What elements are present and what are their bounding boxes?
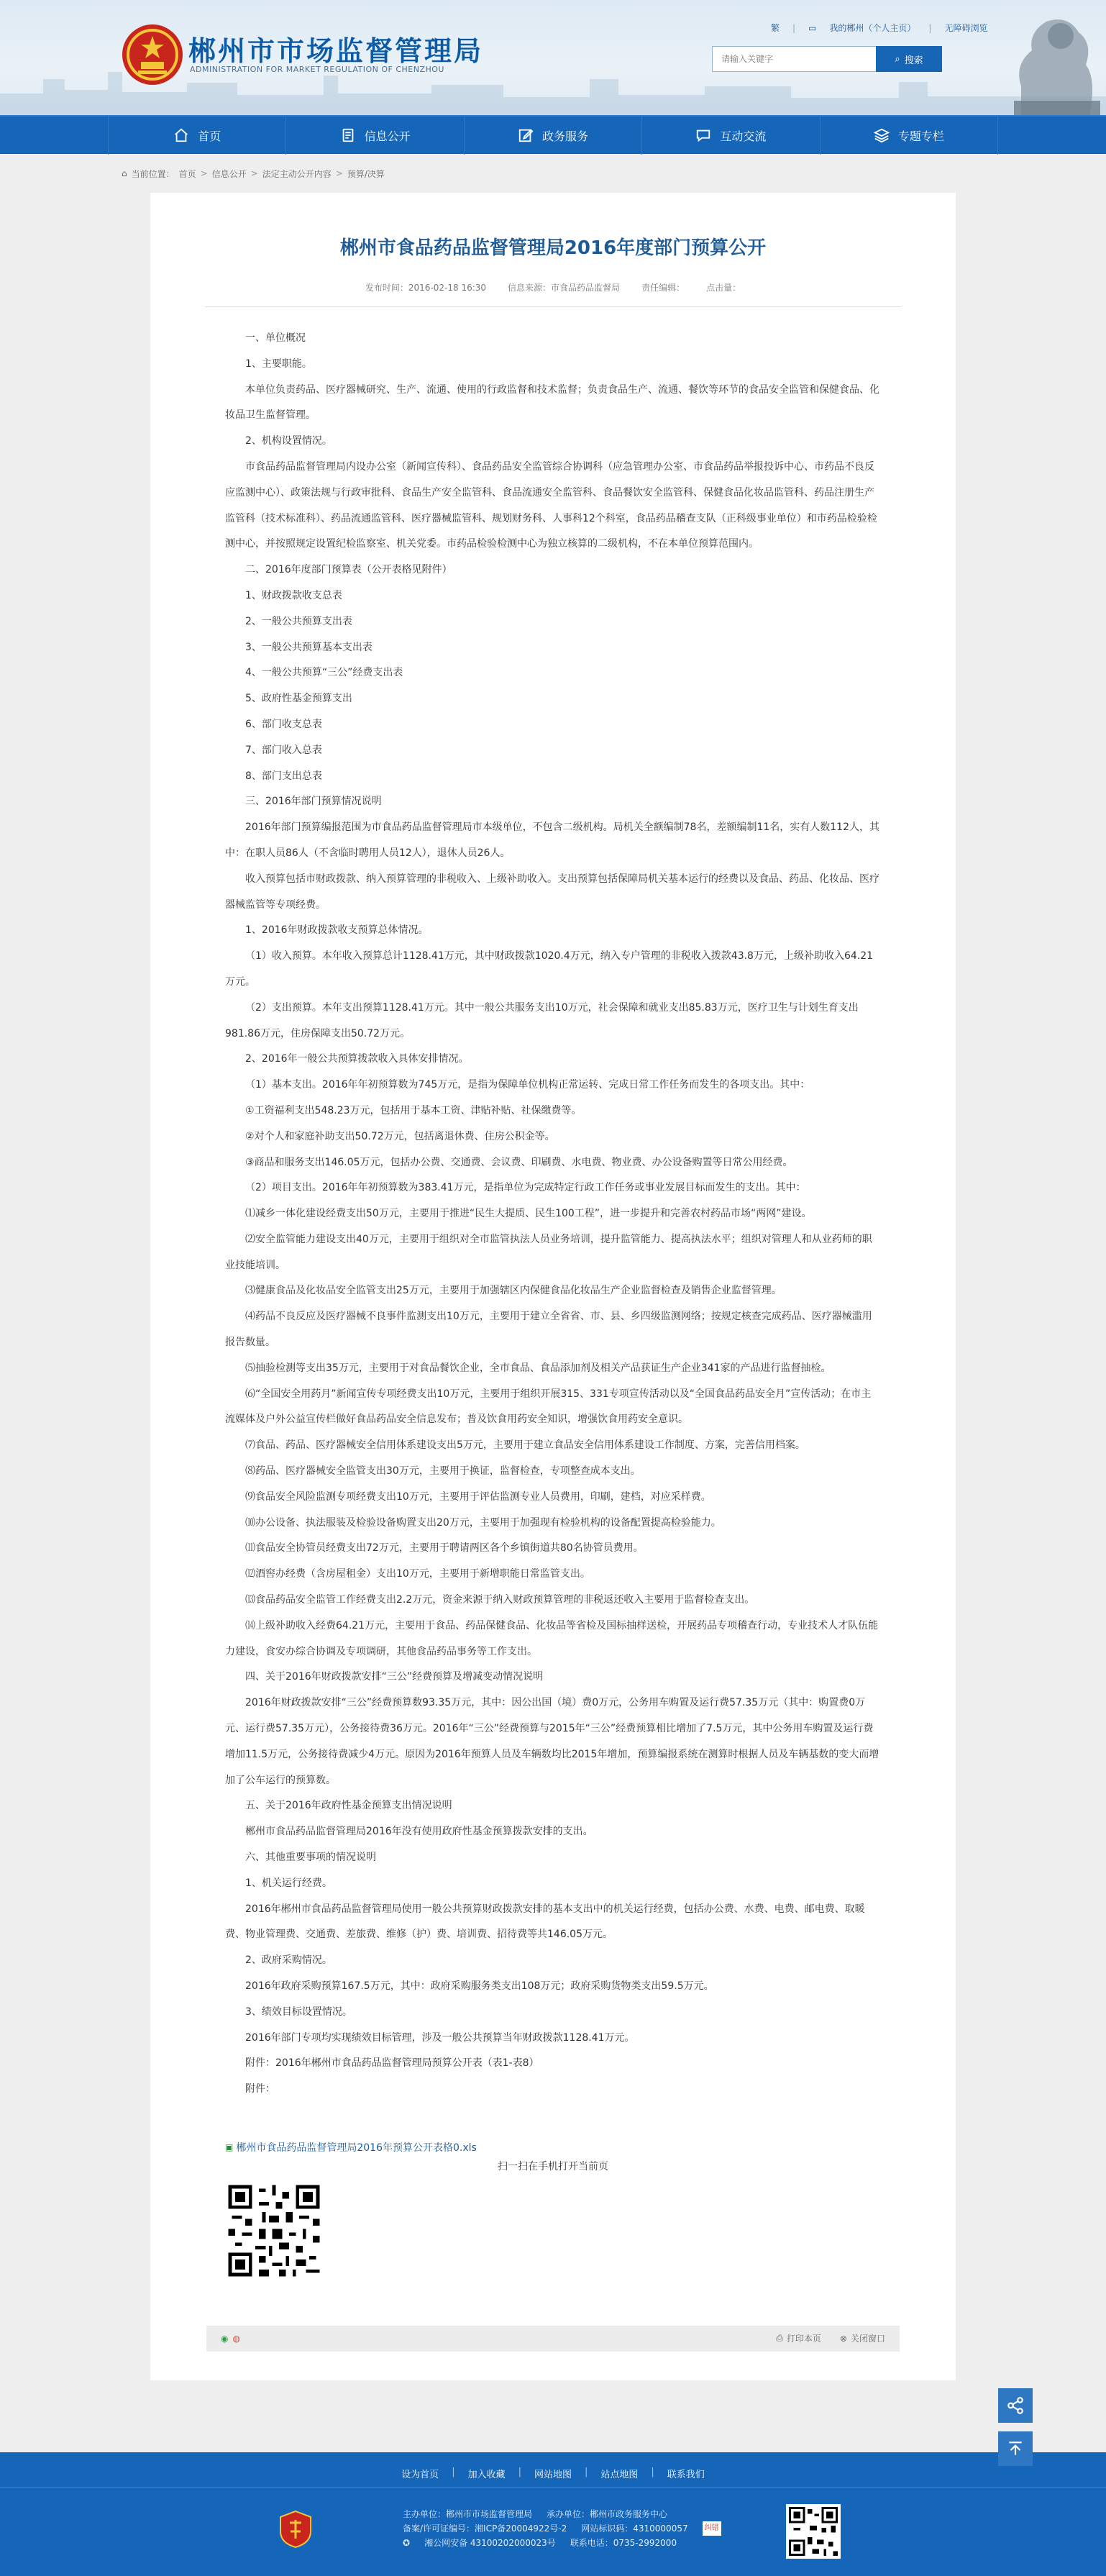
layers-icon: [874, 127, 890, 143]
article-paragraph: 4、一般公共预算“三公”经费支出表: [245, 667, 403, 679]
site-footer: [0, 2452, 1106, 2576]
article-paragraph: 六、其他重要事项的情况说明: [245, 1852, 376, 1864]
icp-record[interactable]: 备案/许可证编号：湘ICP备20004922号-2: [403, 2523, 567, 2534]
nav-label: 专题专栏: [897, 129, 944, 143]
article-paragraph: 2016年部门预算编报范围为市食品药品监督管理局市本级单位，不包含二级机构。局机关全额编制78名，差额编制11名，实有人数112人，其中：在职人员86人（不含临时聘用人员12人），退休人员26人。: [225, 822, 879, 859]
article-paragraph: （2）支出预算。本年支出预算1128.41万元。其中一般公共服务支出10万元，社会保障和就业支出85.83万元，医疗卫生与计划生育支出981.86万元，住房保障支出50.72万元。: [225, 1001, 859, 1039]
article-paragraph: 附件：2016年郴州市食品药品监督管理局预算公开表（表1-表8）: [245, 2057, 539, 2070]
footer-info: [403, 2507, 721, 2550]
main-nav: [0, 115, 1106, 154]
article-paragraph: 2、机构设置情况。: [245, 435, 332, 447]
article-paragraph: ⑻药品、医疗器械安全监管支出30万元，主要用于换证，监督检查，专项整查成本支出。: [245, 1465, 641, 1478]
divider: |: [651, 2466, 654, 2477]
qr-label: 扫一扫在手机打开当前页: [498, 2160, 608, 2172]
attachment-name: 郴州市食品药品监督管理局2016年预算公开表格0.xls: [236, 2142, 477, 2154]
article-paragraph: 2016年部门专项均实现绩效目标管理，涉及一般公共预算当年财政拨款1128.41万元。: [245, 2031, 635, 2044]
wechat-share-icon[interactable]: ◉: [221, 2333, 229, 2344]
article-paragraph: 2016年郴州市食品药品监督管理局使用一般公共预算财政拨款安排的基本支出中的机关运行经费，包括办公费、水费、电费、邮电费、取暖费、物业管理费、交通费、差旅费、维修（护）费、培训费、招待费等共146.05万元。: [225, 1903, 865, 1941]
nav-home[interactable]: [108, 116, 286, 155]
article-paragraph: 2、一般公共预算支出表: [245, 615, 352, 627]
article-paragraph: ⑾食品安全协管员经费支出72万元，主要用于聘请两区各个乡镇街道共80名协管员费用。: [245, 1542, 644, 1555]
publish-time: 发布时间：2016-02-18 16:30: [365, 283, 487, 293]
floating-side-buttons: [998, 2388, 1033, 2466]
article-paragraph: ③商品和服务支出146.05万元，包括办公费、交通费、会议费、印刷费、水电费、物业费、办公设备购置等日常公用经费。: [245, 1156, 793, 1168]
print-label: 打印本页: [786, 2334, 821, 2344]
page-actions: [776, 2332, 885, 2344]
footer-link[interactable]: 设为首页: [401, 2469, 439, 2480]
share-icon: [1006, 2396, 1025, 2415]
article-paragraph: 1、2016年财政拨款收支预算总体情况。: [245, 924, 429, 937]
close-window-button[interactable]: [840, 2332, 885, 2344]
stone-lion-decoration: [992, 0, 1106, 115]
home-small-icon: ⌂: [122, 168, 127, 178]
article-meta: [205, 281, 901, 307]
breadcrumb-item[interactable]: 首页: [178, 168, 196, 179]
article-paragraph: 三、2016年部门预算情况说明: [245, 796, 382, 808]
article-paragraph: 本单位负责药品、医疗器械研究、生产、流通、使用的行政监督和技术监督；负责食品生产、流通、餐饮等环节的食品安全监管和保健食品、化妆品卫生监督管理。: [225, 383, 879, 422]
attachment-link[interactable]: [225, 2140, 881, 2154]
article-paragraph: （2）项目支出。2016年年初预算数为383.41万元，是指单位为完成特定行政工作任务或事业发展目标而发生的支出。其中：: [245, 1182, 806, 1194]
article-paragraph: ⑹“全国安全用药月”新闻宣传专项经费支出10万元，主要用于组织开展315、331专项宣传活动以及“全国食品药品安全月”宣传活动；在市主流媒体及户外公益宣传栏做好食品药品安全信息发布；普及饮食用药安全知识，增强饮食用药安全意识。: [225, 1388, 872, 1426]
share-button[interactable]: [998, 2388, 1033, 2423]
nav-label: 互动交流: [720, 129, 767, 143]
article-paragraph: 收入预算包括市财政拨款、纳入预算管理的非税收入、上级补助收入。支出预算包括保障局机关基本运行的经费以及食品、药品、化妆品、医疗器械监管等专项经费。: [225, 873, 879, 911]
breadcrumb: [122, 163, 984, 184]
breadcrumb-item[interactable]: 预算/决算: [347, 168, 385, 179]
footer-qr-code: [786, 2504, 841, 2559]
police-badge-icon: ✪: [403, 2537, 411, 2548]
article-paragraph: 3、一般公共预算基本支出表: [245, 641, 373, 653]
undertaker: 承办单位：郴州市政务服务中心: [547, 2508, 668, 2519]
divider: |: [452, 2466, 455, 2477]
breadcrumb-item[interactable]: 信息公开: [211, 168, 247, 179]
site-title: 郴州市市场监督管理局: [188, 35, 484, 67]
article-paragraph: ⑶健康食品及化妆品安全监管支出25万元，主要用于加强辖区内保健食品化妆品生产企业监督检查及销售企业监督管理。: [245, 1285, 782, 1297]
article-paragraph: 五、关于2016年政府性基金预算支出情况说明: [245, 1800, 452, 1812]
footer-link[interactable]: 站点地图: [600, 2469, 639, 2480]
back-to-top-button[interactable]: [998, 2431, 1033, 2466]
my-chenzhou-link[interactable]: 我的郴州（个人主页）: [829, 23, 916, 33]
search-button[interactable]: [876, 46, 942, 72]
article-paragraph: 1、财政拨款收支总表: [245, 589, 342, 601]
share-bar: [206, 2326, 900, 2352]
article-paragraph: 郴州市食品药品监督管理局2016年没有使用政府性基金预算拨款安排的支出。: [245, 1826, 593, 1838]
excel-file-icon: ▣: [225, 2142, 234, 2152]
article-paragraph: 2、政府采购情况。: [245, 1954, 332, 1967]
article-paragraph: 二、2016年度部门预算表（公开表格见附件）: [245, 564, 452, 576]
search-box: [712, 46, 942, 72]
footer-links: [0, 2467, 1106, 2480]
edit-icon: [518, 127, 534, 143]
monitor-icon: ▭: [808, 22, 817, 33]
national-emblem-icon: [121, 23, 184, 86]
article-title: 郴州市食品药品监督管理局2016年度部门预算公开: [339, 237, 767, 259]
article-paragraph: 一、单位概况: [245, 332, 306, 344]
article-paragraph: 2、2016年一般公共预算拨款收入具体安排情况。: [245, 1053, 469, 1065]
article-paragraph: ⒀食品药品安全监管工作经费支出2.2万元，资金来源于纳入财政预算管理的非税返还收入主要用于监督检查支出。: [245, 1594, 755, 1606]
divider: |: [792, 22, 796, 33]
error-report-icon[interactable]: 纠错: [703, 2521, 721, 2536]
article-paragraph: ⑴减乡一体化建设经费支出50万元，主要用于推进“民生大提质、民生100工程”，进一步提升和完善农村药品市场“两网”建设。: [245, 1208, 812, 1220]
print-button[interactable]: [776, 2332, 821, 2344]
site-code: 网站标识码：4310000057: [581, 2523, 688, 2534]
share-icons: [221, 2334, 240, 2344]
nav-label: 信息公开: [364, 129, 411, 143]
weibo-share-icon[interactable]: ◍: [232, 2333, 240, 2344]
contact-phone: 联系电话：0735-2992000: [570, 2537, 677, 2548]
breadcrumb-sep: >: [250, 168, 258, 178]
article-paragraph: 7、部门收入总表: [245, 744, 322, 756]
article-paragraph: （1）基本支出。2016年年初预算数为745万元，是指为保障单位机构正常运转、完成日常工作任务而发生的各项支出。其中：: [245, 1079, 810, 1091]
article-paragraph: 2016年财政拨款安排“三公”经费预算数93.35万元，其中：因公出国（境）费0万元，公务用车购置及运行费57.35万元（其中：购置费0万元、运行费57.35万元），公务接待费36万元。2016年“三公”经费预算与2015年“三公”经费预算相比增加了7.5万元，其中公务用车购置及运行费增加11.5万元，公务接待费减少4万元。原因为2016年预算人员及车辆数均比2015年增加，预算编报系统在测算时根据人员及车辆基数的变大而增加了公车运行的预算数。: [225, 1697, 879, 1786]
party-gov-badge-icon[interactable]: [278, 2510, 314, 2549]
chat-icon: [695, 127, 711, 143]
search-icon: ⌕: [895, 53, 900, 65]
article-paragraph: 1、机关运行经费。: [245, 1877, 332, 1889]
top-links: [771, 22, 987, 34]
click-count: 点击量：: [706, 283, 741, 293]
article-paragraph: ②对个人和家庭补助支出50.72万元，包括离退休费、住房公积金等。: [245, 1130, 555, 1142]
arrow-up-icon: [1006, 2439, 1025, 2458]
accessibility-link[interactable]: 无障碍浏览: [944, 23, 988, 33]
document-icon: [340, 127, 356, 143]
article-paragraph: 5、政府性基金预算支出: [245, 693, 352, 705]
search-button-label: 搜索: [904, 55, 923, 66]
article-paragraph: ⑼食品安全风险监测专项经费支出10万元，主要用于评估监测专业人员费用，印刷，建档，对应采样费。: [245, 1490, 711, 1503]
info-source: 信息来源：市食品药品监督局: [508, 283, 621, 293]
divider: |: [518, 2466, 521, 2477]
police-record[interactable]: 湘公网安备 43100202000023号: [424, 2537, 556, 2548]
article-paragraph: 附件：: [245, 2083, 275, 2095]
article-paragraph: ⑷药品不良反应及医疗器械不良事件监测支出10万元，主要用于建立全省省、市、县、乡四级监测网络；按规定核查完成药品、医疗器械滥用报告数量。: [225, 1311, 872, 1349]
article-paragraph: ⑽办公设备、执法服装及检验设备购置支出20万元，主要用于加强现有检验机构的设备配置提高检验能力。: [245, 1516, 721, 1529]
breadcrumb-sep: >: [200, 168, 208, 178]
close-label: 关闭窗口: [850, 2334, 885, 2344]
article-container: [150, 193, 956, 2380]
nav-label: 首页: [198, 129, 221, 143]
breadcrumb-item[interactable]: 法定主动公开内容: [262, 168, 332, 179]
printer-icon: ⎙: [776, 2333, 783, 2344]
article-paragraph: ⑺食品、药品、医疗器械安全信用体系建设支出5万元，主要用于建立食品安全信用体系建设工作制度、方案，完善信用档案。: [245, 1439, 805, 1452]
article-paragraph: 2016年政府采购预算167.5万元，其中：政府采购服务类支出108万元；政府采购货物类支出59.5万元。: [245, 1980, 714, 1992]
search-input[interactable]: [712, 46, 876, 72]
nav-special-topics[interactable]: [821, 116, 998, 155]
qr-code: [225, 2182, 323, 2280]
breadcrumb-sep: >: [335, 168, 343, 178]
article-paragraph: 3、绩效目标设置情况。: [245, 2006, 352, 2018]
home-icon: [173, 127, 189, 143]
article-paragraph: 四、关于2016年财政拨款安排“三公”经费预算及增减变动情况说明: [245, 1671, 544, 1683]
breadcrumb-prefix: 当前位置：: [131, 168, 175, 179]
divider: |: [928, 22, 932, 33]
footer-link[interactable]: 联系我们: [667, 2469, 705, 2480]
footer-link[interactable]: 网站地图: [534, 2469, 572, 2480]
sponsor: 主办单位：郴州市市场监督管理局: [403, 2508, 533, 2519]
article-paragraph: 1、主要职能。: [245, 358, 312, 370]
site-subtitle: ADMINISTRATION FOR MARKET REGULATION OF CHENZHOU: [190, 65, 444, 74]
article-paragraph: 8、部门支出总表: [245, 770, 322, 782]
article-paragraph: 6、部门收支总表: [245, 718, 322, 730]
nav-label: 政务服务: [542, 129, 589, 143]
site-header: [0, 0, 1106, 115]
article-paragraph: 市食品药品监督管理局内设办公室（新闻宣传科）、食品药品安全监管综合协调科（应急管理办公室、市食品药品举报投诉中心、市药品不良反应监测中心）、政策法规与行政审批科、食品生产安全监管科、食品流通安全监管科、食品餐饮安全监管科、保健食品化妆品监管科、药品注册生产监管科（技术标准科）、药品流通监管科、医疗器械监管科、规划财务科、人事科12个科室，食品药品稽查支队（正科级事业单位）和市药品检验检测中心，并按照规定设置纪检监察室、机关党委。市药品检验检测中心为独立核算的二级机构，不在本单位预算范围内。: [225, 460, 877, 550]
nav-gov-service[interactable]: [465, 116, 642, 155]
nav-info-public[interactable]: [286, 116, 464, 155]
article-body: [225, 326, 881, 2103]
traditional-chinese-link[interactable]: 繁: [771, 23, 780, 33]
article-paragraph: ⑸抽验检测等支出35万元，主要用于对食品餐饮企业，全市食品、食品添加剂及相关产品获证生产企业341家的产品进行监督抽检。: [245, 1362, 831, 1374]
article-paragraph: ⒁上级补助收入经费64.21万元，主要用于食品、药品保健食品、化妆品等省检及国标抽样送检，开展药品专项稽查行动，专业技术人才队伍能力建设，食安办综合协调及专项调研，其他食品药品事务等工作支出。: [225, 1619, 879, 1657]
footer-divider: [0, 2487, 1106, 2488]
footer-link[interactable]: 加入收藏: [467, 2469, 506, 2480]
responsible-editor: 责任编辑：: [641, 283, 685, 293]
article-paragraph: ①工资福利支出548.23万元，包括用于基本工资、津贴补贴、社保缴费等。: [245, 1104, 582, 1116]
article-paragraph: ⑿酒窖办经费（含房屋租金）支出10万元，主要用于新增职能日常监管支出。: [245, 1568, 590, 1580]
nav-interaction[interactable]: [642, 116, 820, 155]
article-paragraph: ⑵安全监管能力建设支出40万元，主要用于组织对全市监管执法人员业务培训，提升监管能力、提高执法水平；组织对管理人和从业药师的职业技能培训。: [225, 1233, 872, 1271]
close-icon: ⊗: [839, 2333, 847, 2344]
article-paragraph: （1）收入预算。本年收入预算总计1128.41万元，其中财政拨款1020.4万元，纳入专户管理的非税收入拨款43.8万元，上级补助收入64.21万元。: [225, 950, 874, 988]
divider: |: [585, 2466, 588, 2477]
